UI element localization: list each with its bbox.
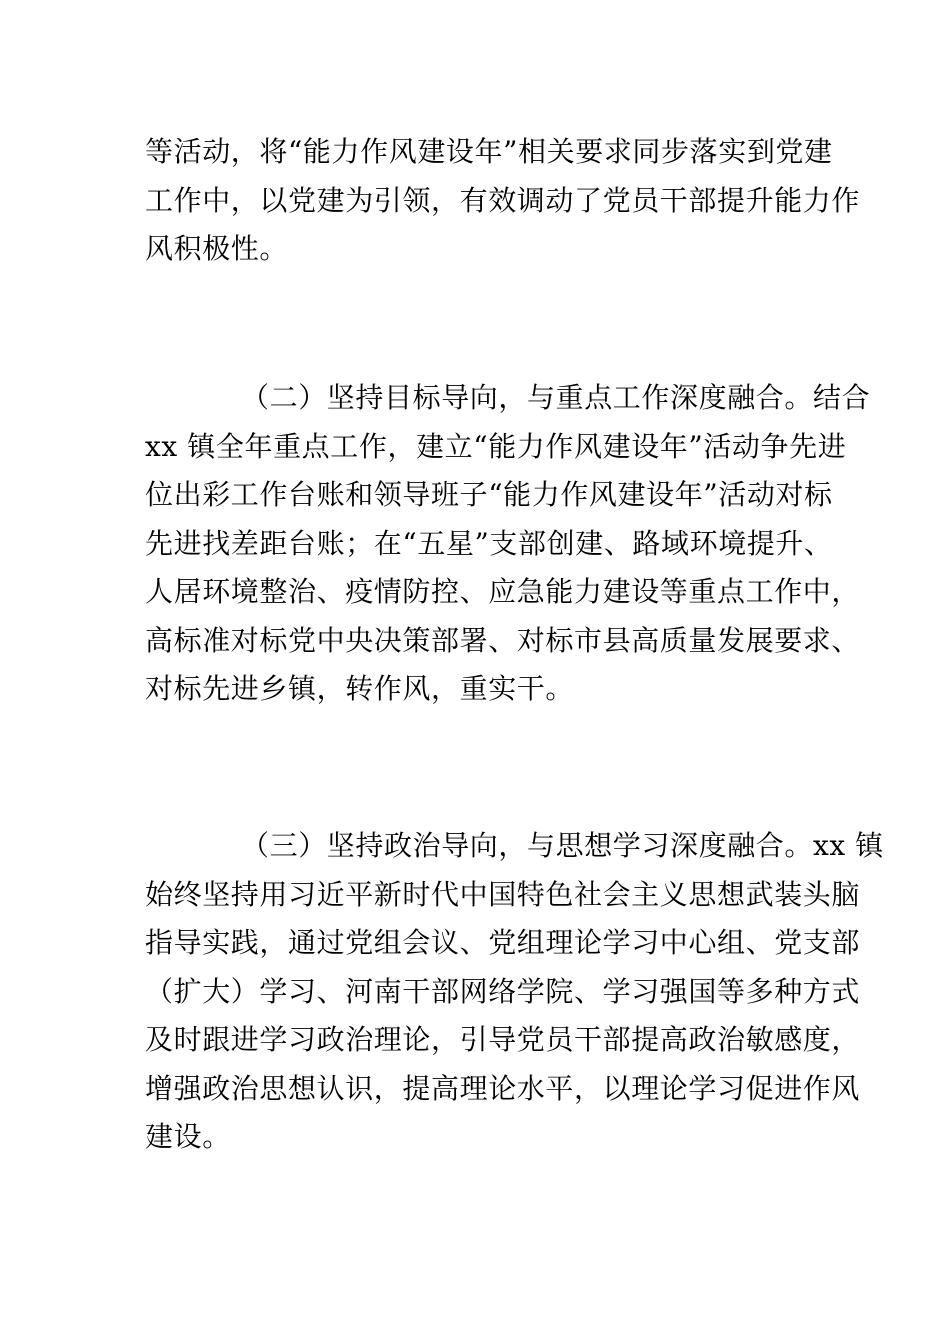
- paragraph-line: 高标准对标党中央决策部署、对标市县高质量发展要求、: [145, 623, 861, 657]
- paragraph-line: 及时跟进学习政治理论，引导党员干部提高政治敏感度，: [145, 1023, 861, 1056]
- paragraph-line: 人居环境整治、疫情防控、应急能力建设等重点工作中，: [145, 575, 861, 608]
- paragraph-line: 增强政治思想认识，提高理论水平，以理论学习促进作风: [145, 1071, 861, 1105]
- paragraph-3: [145, 822, 884, 1162]
- paragraph-line: 先进找差距台账；在“五星”支部创建、路域环境提升、: [145, 526, 833, 560]
- paragraph-line: 位出彩工作台账和领导班子“能力作风建设年”活动对标: [145, 478, 833, 511]
- paragraph-line: （二）坚持目标导向，与重点工作深度融合。结合: [241, 381, 871, 414]
- paragraph-2: [145, 374, 871, 714]
- paragraph-1: [145, 128, 861, 274]
- paragraph-line: （三）坚持政治导向，与思想学习深度融合。xx 镇: [241, 829, 884, 862]
- paragraph-line: （扩大）学习、河南干部网络学院、学习强国等多种方式: [145, 974, 861, 1008]
- paragraph-line: 等活动，将“能力作风建设年”相关要求同步落实到党建: [145, 135, 833, 168]
- paragraph-line: xx 镇全年重点工作，建立“能力作风建设年”活动争先进: [145, 429, 847, 463]
- paragraph-line: 建设。: [145, 1120, 231, 1153]
- paragraph-line: 工作中，以党建为引领，有效调动了党员干部提升能力作: [145, 183, 861, 217]
- paragraph-line: 风积极性。: [145, 232, 289, 265]
- paragraph-line: 指导实践，通过党组会议、党组理论学习中心组、党支部: [145, 926, 861, 959]
- paragraph-line: 始终坚持用习近平新时代中国特色社会主义思想武装头脑: [145, 877, 861, 911]
- paragraph-line: 对标先进乡镇，转作风，重实干。: [145, 672, 575, 705]
